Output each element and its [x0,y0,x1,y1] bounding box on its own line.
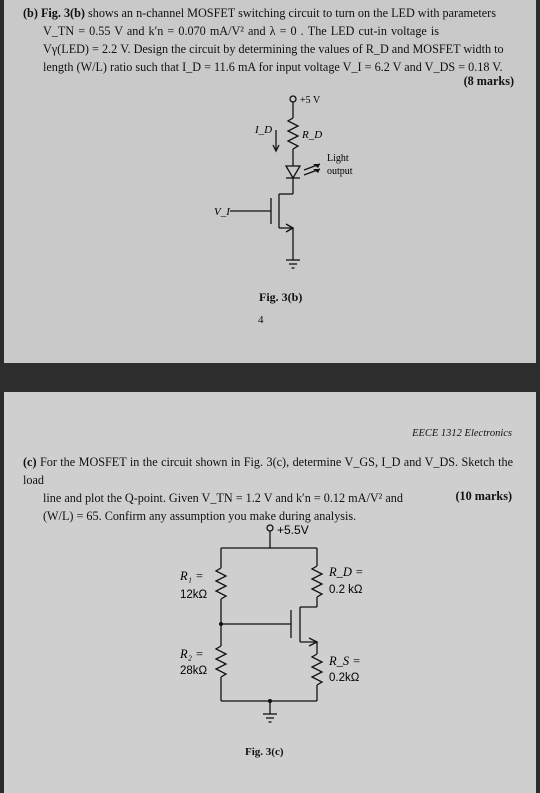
part-b-question [23,4,513,76]
r2-value: 28kΩ [180,665,208,677]
light-label: Light [327,153,349,164]
output-label: output [327,166,353,177]
led-diode [286,166,300,178]
vi-label: V_I [214,206,230,218]
part-c-text-1: For the MOSFET in the circuit shown in Fig. 3(c), determine V_GS, I_D and V_DS. Sketch the load [23,455,513,487]
rs-name: R_S = [329,654,361,668]
supply-node [290,96,296,102]
rd-label: R_D [302,129,323,141]
part-b-marks: (8 marks) [463,74,514,88]
supply-label: +5 V [300,95,321,106]
part-b-line-2: V_TN = 0.55 V and k′n = 0.070 mA/V² and λ = 0 . The LED cut-in voltage is [43,24,440,38]
part-c-marks: (10 marks) [455,489,512,503]
part-c-question [23,453,513,525]
part-b-line-3: Vγ(LED) = 2.2 V. Design the circuit by determining the values of R_D and MOSFET width to [43,42,504,56]
r1-name: R₁ = [180,569,204,583]
question-page-b [4,0,536,363]
course-header: EECE 1312 Electronics [412,428,512,439]
question-page-c [4,392,536,793]
rd-name-c: R_D = [329,565,364,579]
resistor-r2 [216,646,226,677]
page-number: 4 [258,314,264,326]
resistor-r1 [216,568,226,599]
r1-value: 12kΩ [180,589,208,601]
id-label: I_D [255,124,273,136]
fig-3b-caption: Fig. 3(b) [259,290,303,304]
resistor-rs [312,654,322,685]
junction-ground [268,699,272,703]
junction-gate [219,622,223,626]
supply-label-c: +5.5V [277,523,309,537]
rs-value: 0.2kΩ [329,672,360,684]
resistor-rd-c [312,566,322,597]
part-c-line-2: line and plot the Q-point. Given V_TN = 1.2 V and k′n = 0.12 mA/V² and [43,491,403,505]
page-separator [0,363,540,392]
supply-node-c [267,525,273,531]
resistor-rd [288,118,298,149]
part-b-label: (b) Fig. 3(b) [23,6,85,20]
part-c-line-3: (W/L) = 65. Confirm any assumption you make during analysis. [43,509,357,523]
part-c-line-1 [23,453,513,489]
part-c-label: (c) [23,455,37,469]
circuit-fig-3c [4,518,536,778]
part-b-line-4: length (W/L) ratio such that I_D = 11.6 mA for input voltage V_I = 6.2 V and V_DS = 0.18 V. [43,60,503,74]
fig-3c-caption: Fig. 3(c) [245,746,284,758]
part-b-text-1: shows an n-channel MOSFET switching circuit to turn on the LED with parameters [88,6,496,20]
rd-value-c: 0.2 kΩ [329,584,363,596]
r2-name: R₂ = [180,647,204,661]
part-b-line-1 [23,4,513,22]
